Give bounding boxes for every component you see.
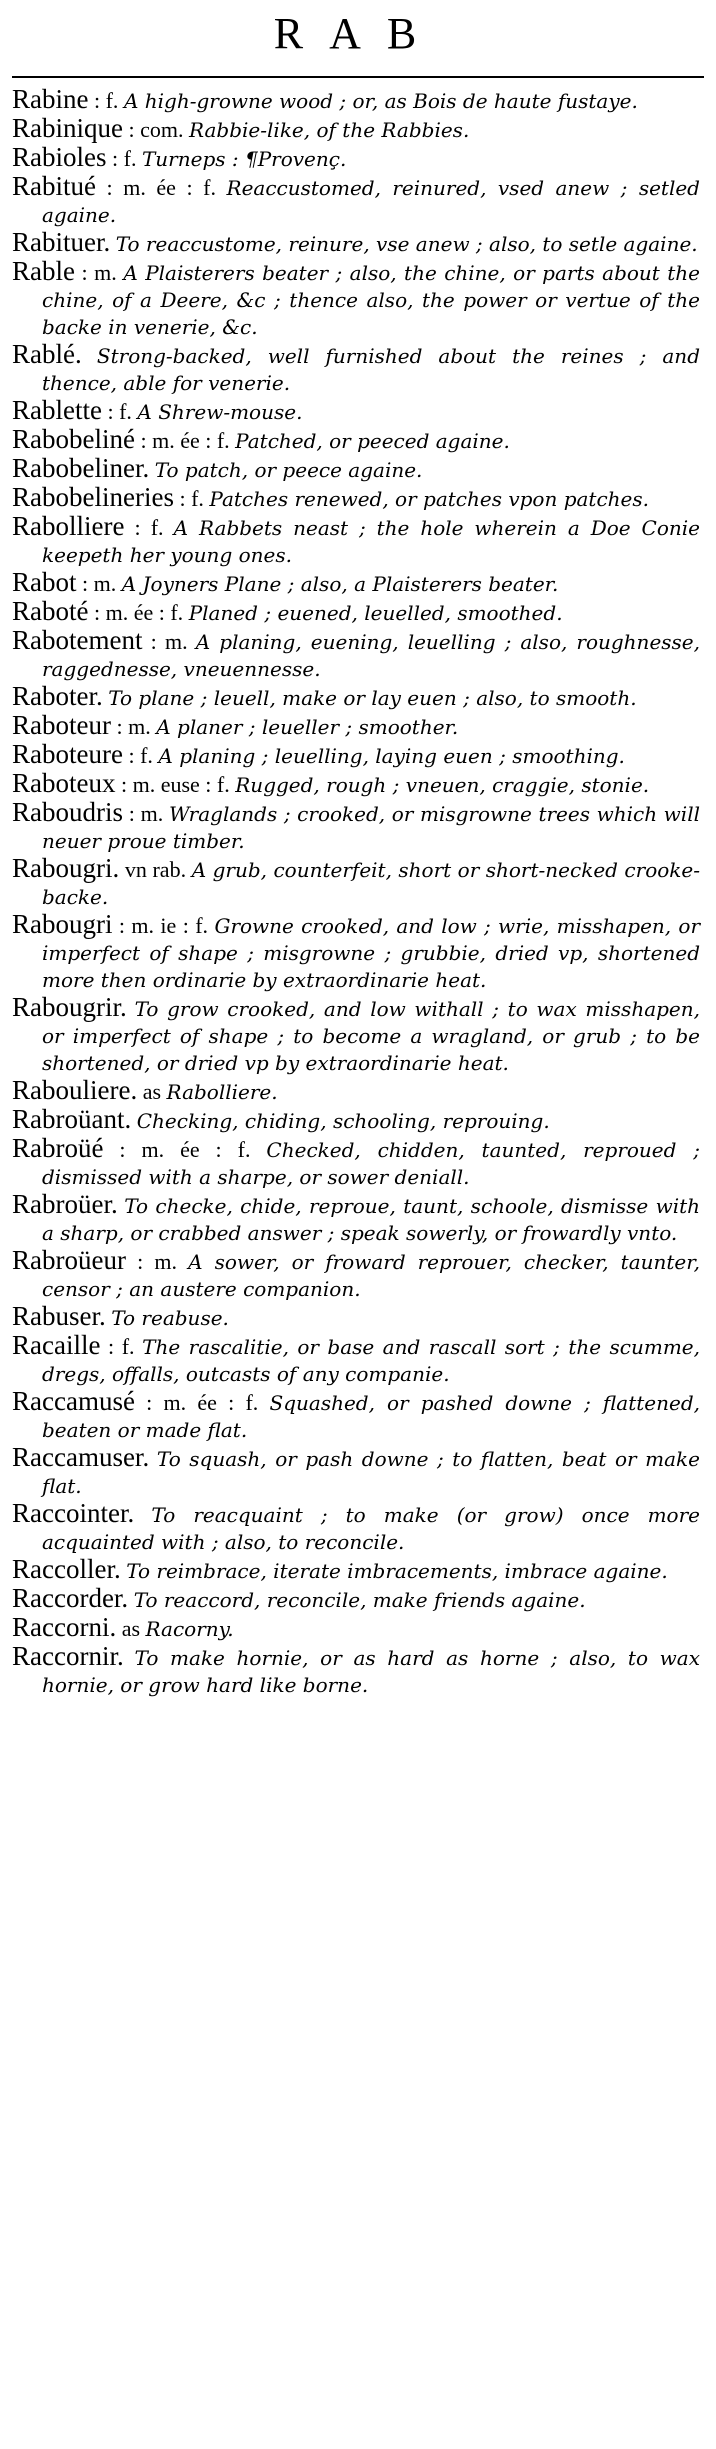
entry-grammar: : f. bbox=[88, 88, 124, 113]
entry-headword: Raccorder. bbox=[12, 1583, 129, 1613]
page-header: RAB bbox=[273, 9, 443, 58]
entry-definition: To reaccustome, reinure, vse anew ; also, to setle againe. bbox=[115, 232, 698, 256]
entry-headword: Rablé. bbox=[12, 339, 82, 369]
dictionary-entry bbox=[12, 1500, 700, 1556]
dictionary-entry bbox=[12, 86, 700, 115]
entry-definition: Racorny. bbox=[145, 1617, 234, 1641]
entry-grammar: : m. ée : f. bbox=[134, 1390, 270, 1415]
entry-headword: Raccorni. bbox=[12, 1612, 117, 1642]
entry-headword: Rabolliere bbox=[12, 511, 125, 541]
dictionary-entry bbox=[12, 1135, 700, 1191]
entry-headword: Raccamuser. bbox=[12, 1442, 150, 1472]
entry-definition: A planer ; leueller ; smoother. bbox=[156, 715, 459, 739]
entry-headword: Raboté bbox=[12, 596, 89, 626]
dictionary-entry bbox=[12, 627, 700, 683]
entry-grammar: : m. bbox=[123, 801, 169, 826]
entry-grammar: : m. ie : f. bbox=[112, 913, 215, 938]
entry-headword: Rabobeliner. bbox=[12, 453, 150, 483]
entry-grammar: : f. bbox=[106, 146, 142, 171]
entry-grammar: : m. ée : f. bbox=[103, 1137, 267, 1162]
entry-headword: Raboudris bbox=[12, 797, 123, 827]
entry-grammar bbox=[127, 996, 135, 1021]
entry-definition: To grow crooked, and low withall ; to wax misshapen, or imperfect of shape ; to become a wragland, or grub ; to be shortened, or dried vp by extraordinarie heat. bbox=[42, 997, 700, 1075]
dictionary-entry bbox=[12, 1614, 700, 1643]
entry-headword: Rabuser. bbox=[12, 1301, 106, 1331]
dictionary-entry bbox=[12, 1247, 700, 1303]
entry-grammar bbox=[134, 1502, 151, 1527]
entry-headword: Rabobeliné bbox=[12, 424, 135, 454]
dictionary-entry bbox=[12, 397, 700, 426]
entry-definition: To reacquaint ; to make (or grow) once more acquainted with ; also, to reconcile. bbox=[42, 1503, 700, 1554]
entry-grammar: : f. bbox=[101, 399, 138, 424]
entry-grammar: : m. bbox=[125, 1249, 189, 1274]
dictionary-entry bbox=[12, 1585, 700, 1614]
entry-definition: Planed ; euened, leuelled, smoothed. bbox=[188, 601, 563, 625]
entry-headword: Racaille bbox=[12, 1330, 101, 1360]
entry-definition: A Rabbets neast ; the hole wherein a Doe Conie keepeth her young ones. bbox=[42, 516, 700, 567]
entry-headword: Raboteux bbox=[12, 768, 116, 798]
entry-definition: A planing ; leuelling, laying euen ; smoothing. bbox=[158, 744, 625, 768]
dictionary-entry bbox=[12, 855, 700, 911]
dictionary-entry bbox=[12, 994, 700, 1077]
entry-headword: Rabituer. bbox=[12, 227, 111, 257]
dictionary-entry bbox=[12, 1332, 700, 1388]
dictionary-entry bbox=[12, 426, 700, 455]
entry-headword: Raccornir. bbox=[12, 1641, 124, 1671]
dictionary-entry bbox=[12, 1106, 700, 1135]
dictionary-entry bbox=[12, 1191, 700, 1247]
entry-headword: Rabroüeur bbox=[12, 1245, 126, 1275]
entry-headword: Rabroüant. bbox=[12, 1104, 132, 1134]
dictionary-entry bbox=[12, 1303, 700, 1332]
entry-grammar: : m. bbox=[110, 714, 157, 739]
entry-list bbox=[12, 86, 700, 1699]
entry-grammar: : m. ée : f. bbox=[95, 175, 227, 200]
entry-definition: The rascalitie, or base and rascall sort ; the scumme, dregs, offalls, outcasts of any companie. bbox=[42, 1335, 700, 1386]
dictionary-entry bbox=[12, 341, 700, 397]
entry-definition: A sower, or froward reprouer, checker, taunter, censor ; an austere companion. bbox=[42, 1250, 700, 1301]
entry-definition: Squashed, or pashed downe ; flattened, beaten or made flat. bbox=[42, 1391, 700, 1442]
dictionary-entry bbox=[12, 144, 700, 173]
entry-definition: To reaccord, reconcile, make friends againe. bbox=[133, 1588, 586, 1612]
entry-definition: To plane ; leuell, make or lay euen ; also, to smooth. bbox=[108, 686, 637, 710]
entry-definition: To reabuse. bbox=[111, 1306, 229, 1330]
entry-headword: Rablette bbox=[12, 395, 102, 425]
dictionary-entry bbox=[12, 770, 700, 799]
entry-grammar bbox=[149, 1446, 157, 1471]
entry-grammar: : f. bbox=[124, 515, 174, 540]
entry-definition: Rugged, rough ; vneuen, craggie, stonie. bbox=[235, 773, 650, 797]
entry-definition: Checking, chiding, schooling, reprouing. bbox=[136, 1109, 550, 1133]
entry-grammar: : m. ée : f. bbox=[134, 428, 236, 453]
entry-grammar: as bbox=[137, 1079, 167, 1104]
entry-grammar: : m. bbox=[74, 260, 124, 285]
dictionary-entry bbox=[12, 115, 700, 144]
entry-grammar: : m. bbox=[76, 571, 122, 596]
entry-definition: Rabolliere. bbox=[166, 1080, 278, 1104]
entry-definition: A Plaisterers beater ; also, the chine, or parts about the chine, of a Deere, &c ; thence also, the power or vertue of the backe in venerie, &c. bbox=[42, 261, 700, 339]
entry-definition: Reaccustomed, reinured, vsed anew ; setled againe. bbox=[42, 176, 700, 227]
entry-headword: Rable bbox=[12, 256, 75, 286]
dictionary-entry bbox=[12, 741, 700, 770]
entry-headword: Raboter. bbox=[12, 681, 103, 711]
dictionary-entry bbox=[12, 455, 700, 484]
entry-headword: Raccointer. bbox=[12, 1498, 135, 1528]
entry-headword: Rabougri. bbox=[12, 853, 120, 883]
dictionary-entry bbox=[12, 258, 700, 341]
dictionary-entry bbox=[12, 173, 700, 229]
entry-definition: Strong-backed, well furnished about the reines ; and thence, able for venerie. bbox=[42, 344, 700, 395]
dictionary-entry bbox=[12, 513, 700, 569]
dictionary-entry bbox=[12, 712, 700, 741]
entry-grammar: : com. bbox=[122, 117, 189, 142]
entry-headword: Raboteur bbox=[12, 710, 111, 740]
entry-definition: Patches renewed, or patches vpon patches. bbox=[209, 487, 649, 511]
entry-definition: To reimbrace, iterate imbracements, imbrace againe. bbox=[126, 1559, 668, 1583]
entry-grammar: : f. bbox=[173, 486, 210, 511]
entry-definition: A Joyners Plane ; also, a Plaisterers beater. bbox=[121, 572, 559, 596]
entry-definition: A grub, counterfeit, short or short-necked crooke-backe. bbox=[42, 858, 700, 909]
entry-grammar: : m. bbox=[142, 629, 196, 654]
entry-headword: Rabotement bbox=[12, 625, 143, 655]
entry-grammar: vn rab. bbox=[119, 857, 192, 882]
dictionary-entry bbox=[12, 1077, 700, 1106]
entry-grammar: : m. euse : f. bbox=[115, 772, 236, 797]
entry-headword: Rabougri bbox=[12, 909, 113, 939]
entry-definition: A high-growne wood ; or, as Bois de haute fustaye. bbox=[123, 89, 638, 113]
entry-headword: Raccoller. bbox=[12, 1554, 121, 1584]
dictionary-entry bbox=[12, 799, 700, 855]
header-rule bbox=[12, 76, 704, 78]
entry-grammar bbox=[124, 1645, 135, 1670]
dictionary-entry bbox=[12, 1556, 700, 1585]
dictionary-entry bbox=[12, 1643, 700, 1699]
entry-headword: Rabouliere. bbox=[12, 1075, 138, 1105]
entry-headword: Rabroüer. bbox=[12, 1189, 118, 1219]
dictionary-entry bbox=[12, 229, 700, 258]
entry-definition: Growne crooked, and low ; wrie, misshapen, or imperfect of shape ; misgrowne ; grubbie, dried vp, shortened more then ordinarie by extraordinarie heat. bbox=[42, 914, 701, 992]
entry-grammar: as bbox=[116, 1616, 146, 1641]
entry-definition: Patched, or peeced againe. bbox=[235, 429, 510, 453]
entry-grammar: : f. bbox=[100, 1334, 143, 1359]
entry-definition: To make hornie, or as hard as horne ; also, to wax hornie, or grow hard like borne. bbox=[42, 1646, 700, 1697]
entry-headword: Rabioles bbox=[12, 142, 107, 172]
entry-headword: Rabobelineries bbox=[12, 482, 174, 512]
entry-headword: Rabougrir. bbox=[12, 992, 127, 1022]
entry-definition: Wraglands ; crooked, or misgrowne trees which will neuer proue timber. bbox=[42, 802, 700, 853]
entry-headword: Raboteure bbox=[12, 739, 123, 769]
entry-definition: Rabbie-like, of the Rabbies. bbox=[188, 118, 470, 142]
entry-headword: Rabine bbox=[12, 84, 89, 114]
entry-grammar: : m. ée : f. bbox=[88, 600, 189, 625]
entry-headword: Rabinique bbox=[12, 113, 123, 143]
entry-definition: To patch, or peece againe. bbox=[154, 458, 423, 482]
dictionary-entry bbox=[12, 1444, 700, 1500]
dictionary-entry bbox=[12, 484, 700, 513]
dictionary-entry bbox=[12, 1388, 700, 1444]
entry-definition: To checke, chide, reproue, taunt, schoole, dismisse with a sharp, or crabbed answer ; speak sowerly, or frowardly vnto. bbox=[42, 1194, 701, 1245]
entry-grammar bbox=[82, 343, 97, 368]
entry-headword: Rabot bbox=[12, 567, 77, 597]
dictionary-entry bbox=[12, 911, 700, 994]
dictionary-entry bbox=[12, 569, 700, 598]
entry-headword: Raccamusé bbox=[12, 1386, 135, 1416]
entry-definition: Turneps : ¶Provenç. bbox=[141, 147, 347, 171]
entry-definition: A Shrew-mouse. bbox=[137, 400, 303, 424]
entry-definition: Checked, chidden, taunted, reproued ; dismissed with a sharpe, or sower deniall. bbox=[42, 1138, 700, 1189]
dictionary-entry bbox=[12, 683, 700, 712]
entry-headword: Rabroüé bbox=[12, 1133, 104, 1163]
entry-headword: Rabitué bbox=[12, 171, 96, 201]
entry-grammar: : f. bbox=[122, 743, 159, 768]
entry-definition: A planing, euening, leuelling ; also, roughnesse, raggednesse, vneuennesse. bbox=[42, 630, 700, 681]
dictionary-entry bbox=[12, 598, 700, 627]
entry-definition: To squash, or pash downe ; to flatten, beat or make flat. bbox=[42, 1447, 701, 1498]
